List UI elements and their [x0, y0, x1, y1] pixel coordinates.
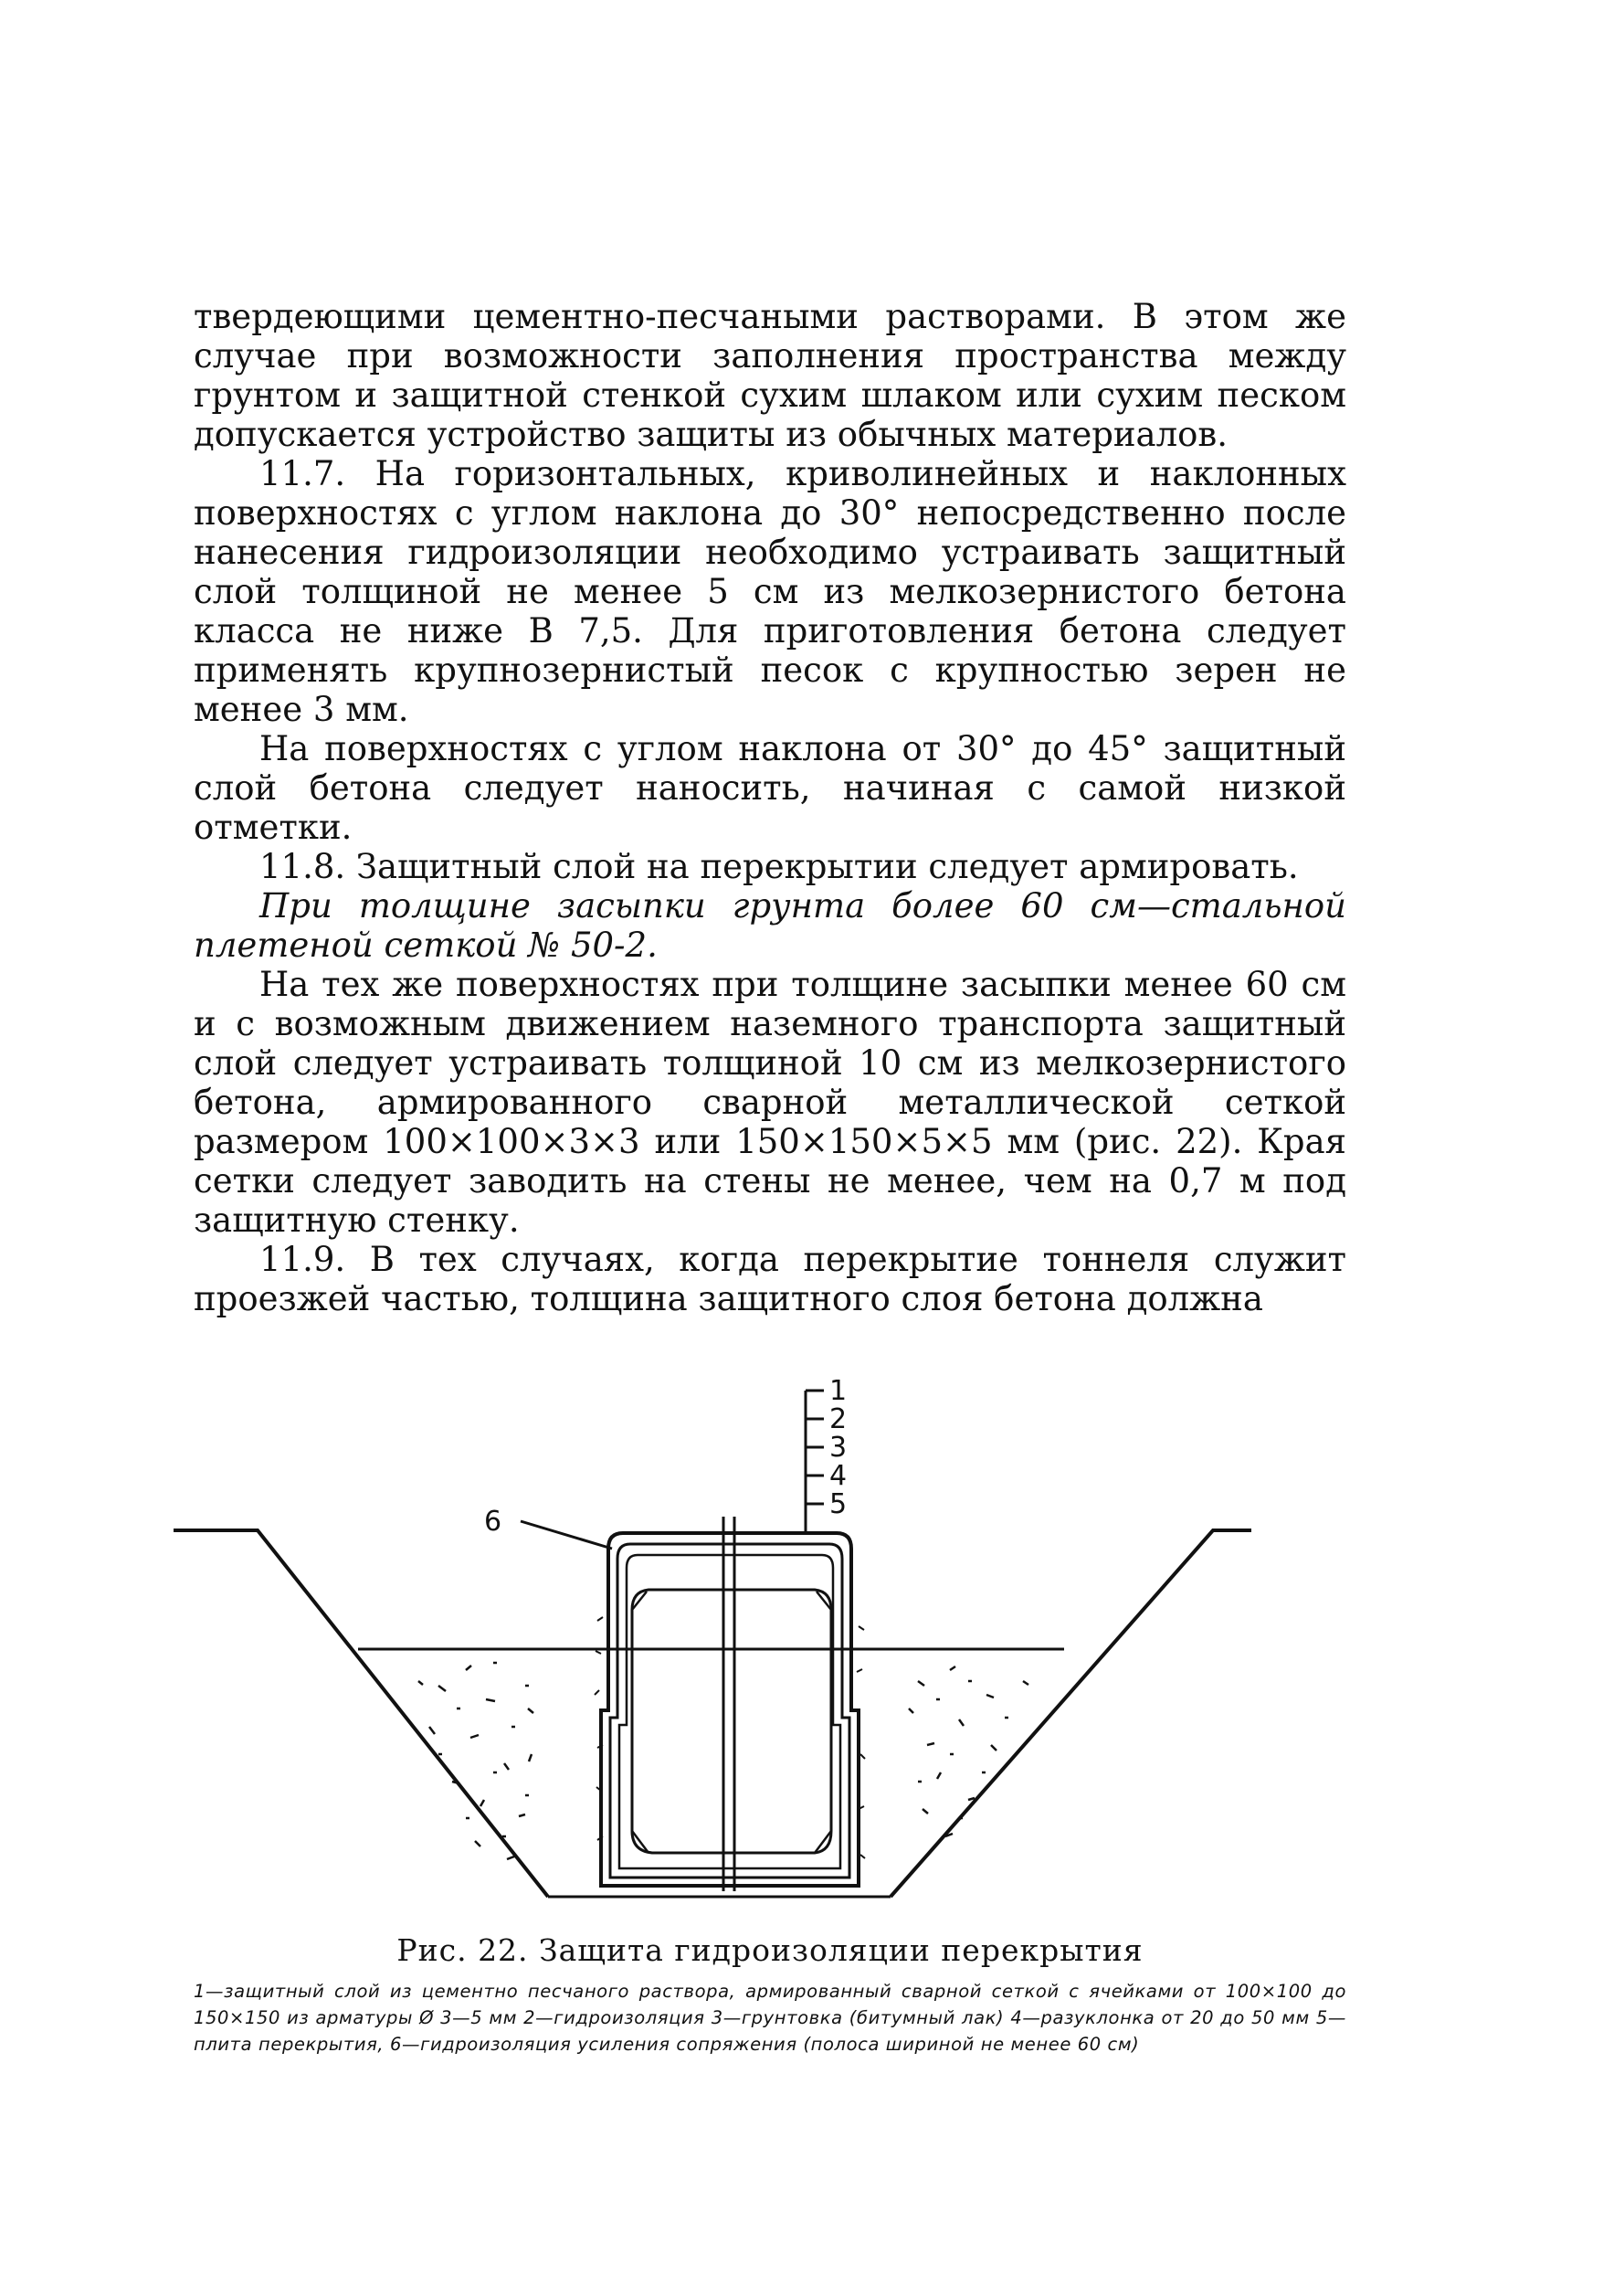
callout-5: 5 [829, 1488, 848, 1520]
paragraph-reinforcement: На тех же поверхностях при толщине засыпки менее 60 см и с возможным движением наземного транспорта защитный слой следует устраивать толщиной 10 см из мелкозернистого бетона, армированного сварной металлической сеткой размером 100×100×3×3 или 150×150×5×5 мм (рис. 22). Края сетки следует заводить на стены не менее, чем на 0,7 м под защитную стенку. [194, 965, 1346, 1240]
ground-line-right [891, 1530, 1251, 1897]
paragraph-11-7: 11.7. На горизонтальных, криволинейных и наклонных поверхностях с углом наклона до 30° непосредственно после нанесения гидроизоляции необходимо устраивать защитный слой толщиной не менее 5 см из мелкозернистого бетона класса не ниже В 7,5. Для приготовления бетона следует применять крупнозернистый песок с крупностью зерен не менее 3 мм. [194, 454, 1346, 729]
callout-1: 1 [829, 1380, 848, 1407]
callout-leaders [521, 1391, 824, 1549]
callout-4: 4 [829, 1460, 848, 1492]
paragraph-slope: На поверхностях с углом наклона от 30° до 45° защитный слой бетона следует наносить, начиная с самой низкой отметки. [194, 729, 1346, 847]
figure-22-diagram [164, 1380, 1461, 1928]
backfill-left [418, 1663, 533, 1859]
figure-caption: Рис. 22. Защита гидроизоляции перекрытия [396, 1932, 1144, 1968]
body-text [194, 297, 1346, 1318]
figure-legend: 1—защитный слой из цементно песчаного раствора, армированный сварной сеткой с ячейками от 100×100 до 150×150 из арматуры Ø 3—5 мм 2—гидроизоляция 3—грунтовка (битумный лак) 4—разуклонка от 20 до 50 мм 5—плита перекрытия, 6—гидроизоляция усиления сопряжения (полоса шириной не менее 60 см) [194, 1981, 1346, 2055]
tunnel-section [595, 1517, 865, 1891]
callout-3: 3 [829, 1432, 848, 1464]
paragraph-continuation: твердеющими цементно-песчаными растворами. В этом же случае при возможности заполнения пространства между грунтом и защитной стенкой сухим шлаком или сухим песком допускается устройство защиты из обычных материалов. [194, 297, 1346, 454]
backfill-right [909, 1666, 1028, 1836]
callout-6: 6 [484, 1506, 502, 1538]
callout-2: 2 [829, 1403, 848, 1435]
paragraph-11-9: 11.9. В тех случаях, когда перекрытие тоннеля служит проезжей частью, толщина защитного слоя бетона должна [194, 1240, 1346, 1318]
paragraph-11-8: 11.8. Защитный слой на перекрытии следует армировать. [259, 847, 1299, 886]
ground-line-left [174, 1530, 548, 1897]
paragraph-backfill: При толщине засыпки грунта более 60 см—стальной плетеной сеткой № 50-2. [194, 886, 1346, 965]
